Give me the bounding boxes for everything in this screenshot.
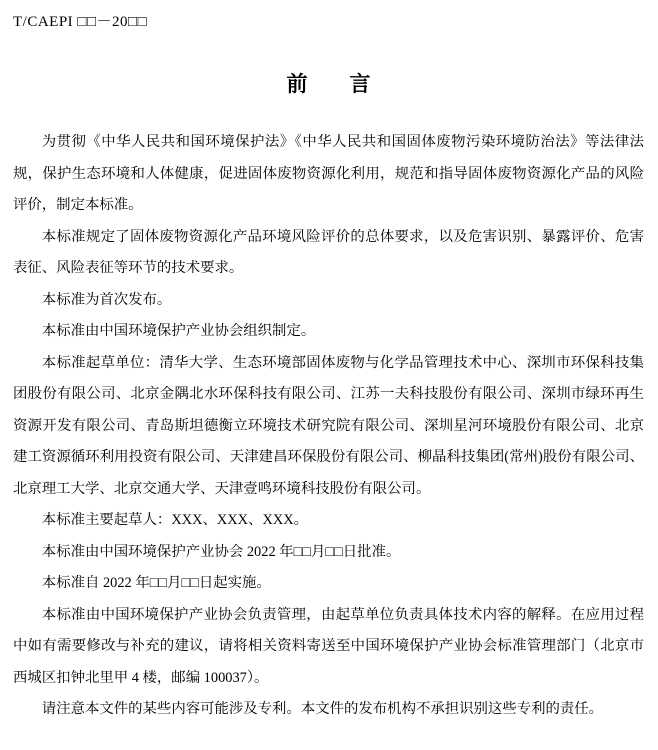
preface-body [13, 127, 644, 726]
standard-number-header: T/CAEPI □□－20□□ [13, 14, 148, 30]
page-title: 前 言 [286, 72, 371, 96]
paragraph-management: 本标准由中国环境保护产业协会负责管理，由起草单位负责具体技术内容的解释。在应用过程中如有需要修改与补充的建议，请将相关资料寄送至中国环境保护产业协会标准管理部门（北京市西城区扣钟北里甲 4 楼，邮编 100037）。 [13, 606, 644, 686]
paragraph-approval-date: 本标准由中国环境保护产业协会 2022 年□□月□□日批准。 [41, 543, 401, 560]
paragraph-effective-date: 本标准自 2022 年□□月□□日起实施。 [41, 575, 271, 591]
paragraph-purpose: 为贯彻《中华人民共和国环境保护法》《中华人民共和国固体废物污染环境防治法》等法律法规，保护生态环境和人体健康，促进固体废物资源化利用，规范和指导固体废物资源化产品的风险评价，制定本标准。 [13, 134, 644, 213]
paragraph-first-release: 本标准为首次发布。 [41, 291, 172, 308]
paragraph-patent-notice: 请注意本文件的某些内容可能涉及专利。本文件的发布机构不承担识别这些专利的责任。 [41, 701, 604, 717]
paragraph-drafters: 本标准主要起草人：XXX、XXX、XXX。 [41, 512, 309, 528]
paragraph-organizer: 本标准由中国环境保护产业协会组织制定。 [41, 323, 316, 339]
paragraph-scope: 本标准规定了固体废物资源化产品环境风险评价的总体要求，以及危害识别、暴露评价、危害表征、风险表征等环节的技术要求。 [13, 228, 644, 276]
paragraph-drafting-units: 本标准起草单位：清华大学、生态环境部固体废物与化学品管理技术中心、深圳市环保科技集团股份有限公司、北京金隅北水环保科技有限公司、江苏一夫科技股份有限公司、深圳市绿环再生资源开发有限公司、青岛斯坦德衡立环境技术研究院有限公司、深圳星河环境股份有限公司、北京建工资源循环利用投资有限公司、天津建昌环保股份有限公司、柳晶科技集团(常州)股份有限公司、北京理工大学、北京交通大学、天津壹鸣环境科技股份有限公司。 [13, 354, 644, 497]
